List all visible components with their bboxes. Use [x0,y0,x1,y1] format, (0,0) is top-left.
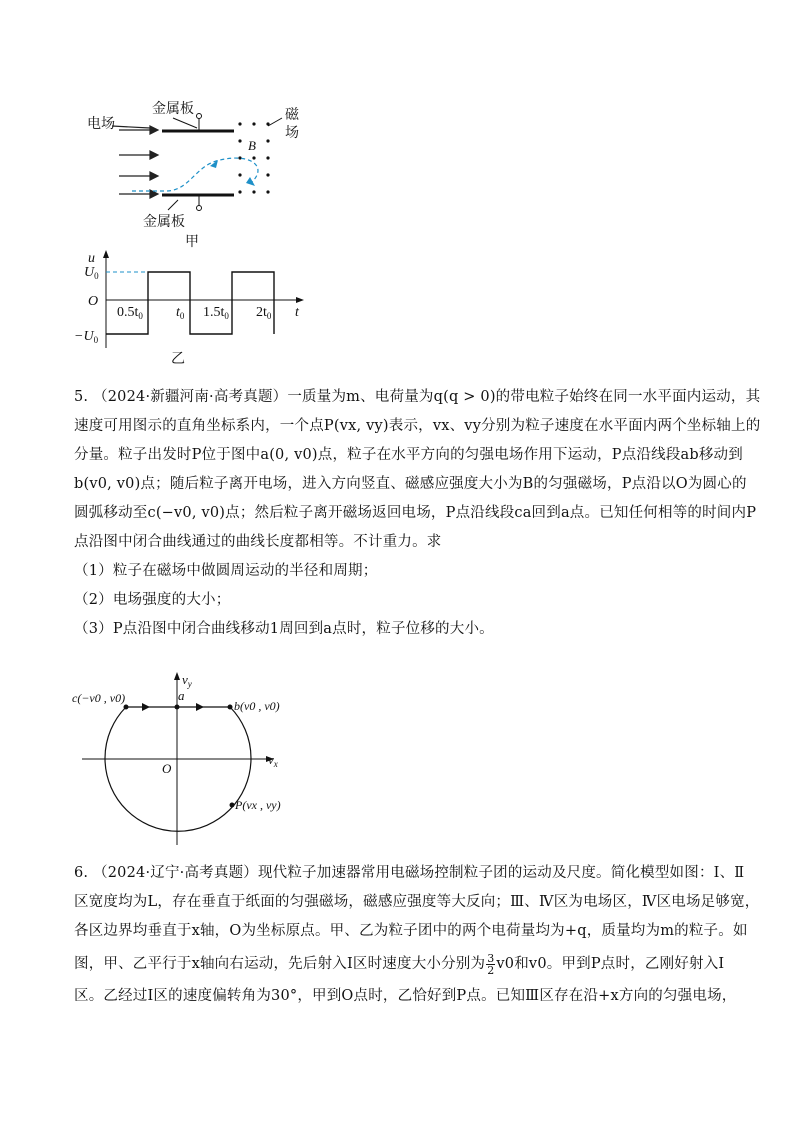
field-arrows [112,126,158,198]
square-wave [106,272,274,334]
label-plate-top: 金属板 [152,102,194,117]
figure-yi [0,248,800,368]
q5-sub-2: （2）电场强度的大小； [74,592,231,608]
label-P: P(vx , vy) [235,798,281,812]
magnetic-field-dots [238,122,269,193]
label-c: c(−v0 , v0) [72,691,126,705]
label-vy: $v_y$ [182,672,192,689]
label-a: a [178,688,185,703]
tick-15t0: $1.5t_0$ [203,305,229,321]
label-U0: $U_0$ [84,265,99,281]
label-B: B [248,138,256,153]
q6-line-3: 各区边界均垂直于x轴，O为坐标原点。甲、乙为粒子团中的两个电荷量均为+q，质量均为m的粒子。如 [74,923,748,939]
q5-line-6: 点沿图中闭合曲线通过的曲线长度都相等。不计重力。求 [74,534,442,550]
q5-sub-1: （1）粒子在磁场中做圆周运动的半径和周期； [74,563,378,579]
label-negU0: $-U_0$ [74,329,99,345]
q5-line-3: 分量。粒子出发时P位于图中a(0, v0)点，粒子在水平方向的匀强电场作用下运动，P点沿线段ab移动到 [74,447,743,463]
q5-line-1: 5. （2024·新疆河南·高考真题）一质量为m、电荷量为q(q > 0)的带电粒子始终在同一水平面内运动，其 [74,389,761,405]
label-b: b(v0 , v0) [234,699,280,713]
arc-bc [105,707,251,831]
label-O: O [88,294,99,309]
question-6 [74,859,760,1011]
q6-line-5: 区。乙经过Ⅰ区的速度偏转角为30°，甲到O点时，乙恰好到P点。已知Ⅲ区存在沿+x方向的匀强电场， [74,988,737,1004]
point-a [175,705,180,710]
q6-line-4a: 图，甲、乙平行于x轴向右运动，先后射入Ⅰ区时速度大小分别为 [74,956,486,972]
q5-sub-3: （3）P点沿图中闭合曲线移动1周回到a点时，粒子位移的大小。 [74,621,494,637]
caption-yi: 乙 [171,352,185,367]
figure-jia [0,0,800,250]
label-dianchang: 电场 [87,117,115,132]
q6-line-4b: v0和v0。甲到P点时，乙刚好射入Ⅰ [496,956,725,972]
q5-line-2: 速度可用图示的直角坐标系内，一个点P(vx, vy)表示，vx、vy分别为粒子速度在水平面内两个坐标轴上的 [74,418,761,434]
tick-2t0: $2t_0$ [256,305,272,321]
point-P [230,803,235,808]
axis-t-label: t [295,305,299,320]
label-chang: 场 [285,126,299,141]
q5-line-4: b(v0, v0)点；随后粒子离开电场，进入方向竖直、磁感应强度大小为B的匀强磁场，P点沿以O为圆心的 [74,476,747,492]
label-O-circle: O [162,761,172,776]
label-plate-bottom: 金属板 [143,215,185,230]
axis-u-label: u [88,251,95,266]
point-c [124,705,129,710]
point-b [228,705,233,710]
question-5 [74,383,761,644]
label-vx: $v_x$ [268,752,278,769]
q6-line-1: 6. （2024·辽宁·高考真题）现代粒子加速器常用电磁场控制粒子团的运动及尺度。简化模型如图：Ⅰ、Ⅱ [74,865,745,881]
label-ci: 磁 [285,108,299,123]
tick-t0: $t_0$ [176,305,185,321]
fraction-3-2: $\frac{3}{2}$ [487,951,495,977]
q5-line-5: 圆弧移动至c(−v0, v0)点；然后粒子离开磁场返回电场，P点沿线段ca回到a点。已知任何相等的时间内P [74,505,757,521]
q6-line-4 [74,946,734,982]
q6-line-2: 区宽度均为L，存在垂直于纸面的匀强磁场，磁感应强度等大反向；Ⅲ、Ⅳ区为电场区，Ⅳ区电场足够宽， [74,894,760,910]
figure-velocity-space [0,660,800,860]
tick-05t0: $0.5t_0$ [117,305,143,321]
caption-jia: 甲 [185,235,199,250]
